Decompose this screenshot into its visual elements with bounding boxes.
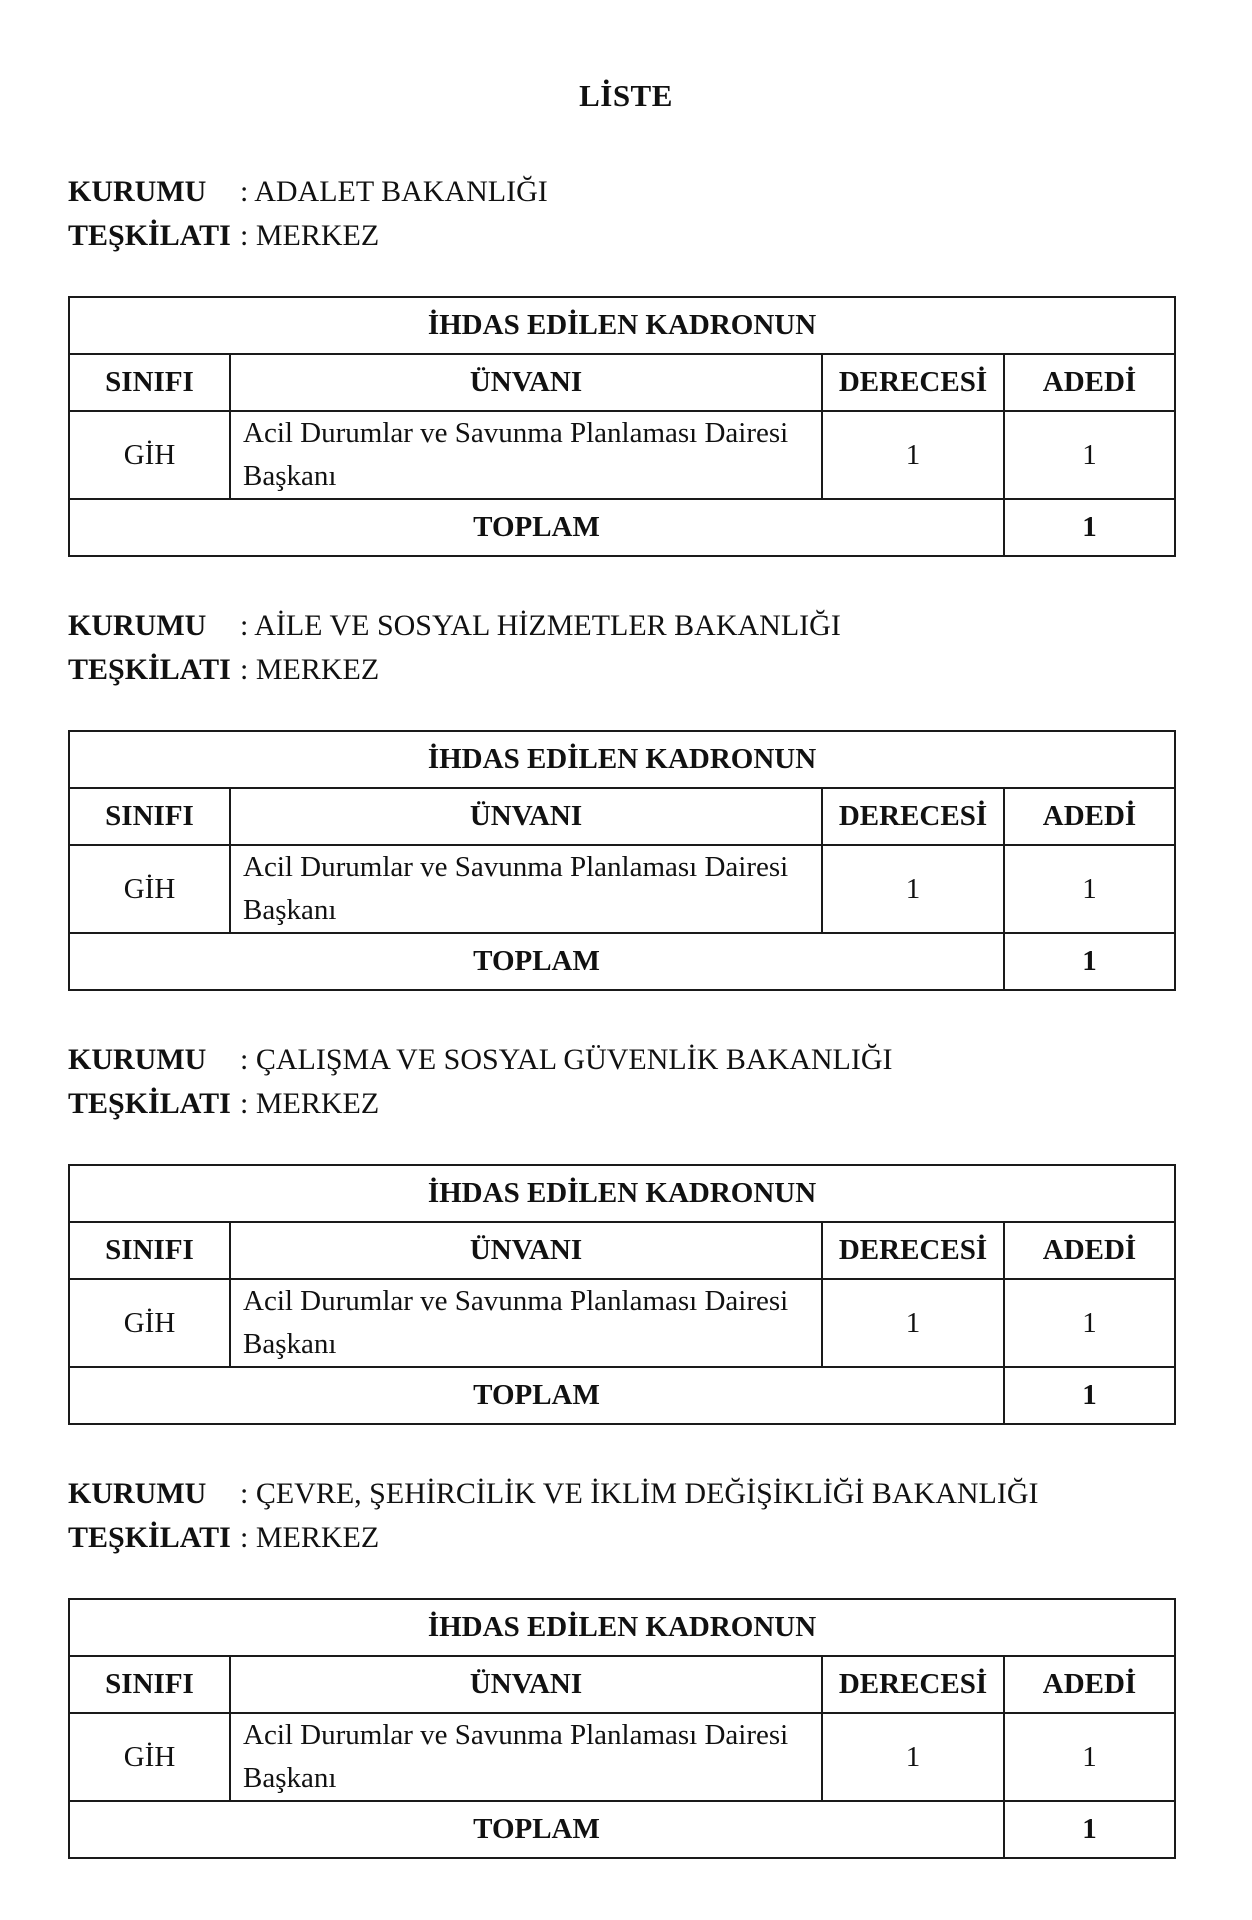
toplam-label: TOPLAM xyxy=(69,933,1004,990)
header-derecesi: DERECESİ xyxy=(822,788,1004,845)
group-header: İHDAS EDİLEN KADRONUN xyxy=(69,731,1175,788)
header-derecesi: DERECESİ xyxy=(822,354,1004,411)
toplam-label: TOPLAM xyxy=(69,499,1004,556)
kadro-table xyxy=(68,296,1176,557)
section-adalet xyxy=(68,170,1174,543)
kurumu-row xyxy=(68,1038,1174,1082)
cell-unvani: Acil Durumlar ve Savunma Planlaması Dairesi Başkanı xyxy=(230,1279,822,1367)
document-title: LİSTE xyxy=(579,78,673,113)
section-meta xyxy=(68,170,1174,258)
separator: : xyxy=(240,1477,249,1510)
table-row xyxy=(69,845,1175,933)
toplam-value: 1 xyxy=(1004,1801,1175,1858)
cell-adedi: 1 xyxy=(1004,845,1175,933)
teskilati-row xyxy=(68,1516,1174,1560)
separator: : xyxy=(240,1087,249,1120)
section-meta xyxy=(68,1038,1174,1126)
header-derecesi: DERECESİ xyxy=(822,1656,1004,1713)
toplam-value: 1 xyxy=(1004,1367,1175,1424)
section-aile xyxy=(68,604,1174,977)
kurumu-row xyxy=(68,1472,1174,1516)
cell-derecesi: 1 xyxy=(822,1713,1004,1801)
teskilati-label: TEŞKİLATI xyxy=(68,219,231,252)
header-sinifi: SINIFI xyxy=(69,1222,230,1279)
section-calisma xyxy=(68,1038,1174,1411)
separator: : xyxy=(240,609,249,642)
header-adedi: ADEDİ xyxy=(1004,788,1175,845)
toplam-label: TOPLAM xyxy=(69,1367,1004,1424)
separator: : xyxy=(240,653,249,686)
kurumu-value: ÇEVRE, ŞEHİRCİLİK VE İKLİM DEĞİŞİKLİĞİ BAKANLIĞI xyxy=(255,1477,1039,1510)
teskilati-value: MERKEZ xyxy=(255,1087,380,1120)
group-header: İHDAS EDİLEN KADRONUN xyxy=(69,1165,1175,1222)
table-row xyxy=(69,1279,1175,1367)
kurumu-row xyxy=(68,604,1174,648)
toplam-value: 1 xyxy=(1004,499,1175,556)
cell-sinifi: GİH xyxy=(69,1279,230,1367)
cell-derecesi: 1 xyxy=(822,1279,1004,1367)
kadro-table xyxy=(68,1164,1176,1425)
separator: : xyxy=(240,1043,249,1076)
cell-adedi: 1 xyxy=(1004,1279,1175,1367)
kurumu-label: KURUMU xyxy=(68,609,207,642)
header-unvani: ÜNVANI xyxy=(230,788,822,845)
kurumu-row xyxy=(68,170,1174,214)
table-row xyxy=(69,1713,1175,1801)
section-meta xyxy=(68,1472,1174,1560)
section-cevre xyxy=(68,1472,1174,1845)
kurumu-value: AİLE VE SOSYAL HİZMETLER BAKANLIĞI xyxy=(254,609,841,642)
cell-unvani: Acil Durumlar ve Savunma Planlaması Dairesi Başkanı xyxy=(230,411,822,499)
group-header: İHDAS EDİLEN KADRONUN xyxy=(69,297,1175,354)
separator: : xyxy=(240,175,249,208)
separator: : xyxy=(240,219,249,252)
cell-unvani: Acil Durumlar ve Savunma Planlaması Dairesi Başkanı xyxy=(230,845,822,933)
header-unvani: ÜNVANI xyxy=(230,1222,822,1279)
cell-sinifi: GİH xyxy=(69,411,230,499)
cell-adedi: 1 xyxy=(1004,1713,1175,1801)
teskilati-row xyxy=(68,1082,1174,1126)
teskilati-value: MERKEZ xyxy=(255,653,380,686)
header-sinifi: SINIFI xyxy=(69,788,230,845)
group-header: İHDAS EDİLEN KADRONUN xyxy=(69,1599,1175,1656)
toplam-value: 1 xyxy=(1004,933,1175,990)
kurumu-label: KURUMU xyxy=(68,175,207,208)
teskilati-label: TEŞKİLATI xyxy=(68,1087,231,1120)
header-adedi: ADEDİ xyxy=(1004,354,1175,411)
teskilati-row xyxy=(68,648,1174,692)
header-adedi: ADEDİ xyxy=(1004,1656,1175,1713)
teskilati-label: TEŞKİLATI xyxy=(68,653,231,686)
teskilati-value: MERKEZ xyxy=(255,219,380,252)
header-derecesi: DERECESİ xyxy=(822,1222,1004,1279)
cell-derecesi: 1 xyxy=(822,845,1004,933)
header-unvani: ÜNVANI xyxy=(230,1656,822,1713)
teskilati-value: MERKEZ xyxy=(255,1521,380,1554)
kurumu-label: KURUMU xyxy=(68,1043,207,1076)
cell-sinifi: GİH xyxy=(69,1713,230,1801)
kurumu-label: KURUMU xyxy=(68,1477,207,1510)
header-sinifi: SINIFI xyxy=(69,1656,230,1713)
separator: : xyxy=(240,1521,249,1554)
cell-derecesi: 1 xyxy=(822,411,1004,499)
toplam-label: TOPLAM xyxy=(69,1801,1004,1858)
cell-adedi: 1 xyxy=(1004,411,1175,499)
header-adedi: ADEDİ xyxy=(1004,1222,1175,1279)
header-sinifi: SINIFI xyxy=(69,354,230,411)
cell-unvani: Acil Durumlar ve Savunma Planlaması Dairesi Başkanı xyxy=(230,1713,822,1801)
kadro-table xyxy=(68,730,1176,991)
section-meta xyxy=(68,604,1174,692)
kadro-table xyxy=(68,1598,1176,1859)
table-row xyxy=(69,411,1175,499)
kurumu-value: ADALET BAKANLIĞI xyxy=(254,175,548,208)
kurumu-value: ÇALIŞMA VE SOSYAL GÜVENLİK BAKANLIĞI xyxy=(255,1043,893,1076)
teskilati-label: TEŞKİLATI xyxy=(68,1521,231,1554)
teskilati-row xyxy=(68,214,1174,258)
header-unvani: ÜNVANI xyxy=(230,354,822,411)
cell-sinifi: GİH xyxy=(69,845,230,933)
